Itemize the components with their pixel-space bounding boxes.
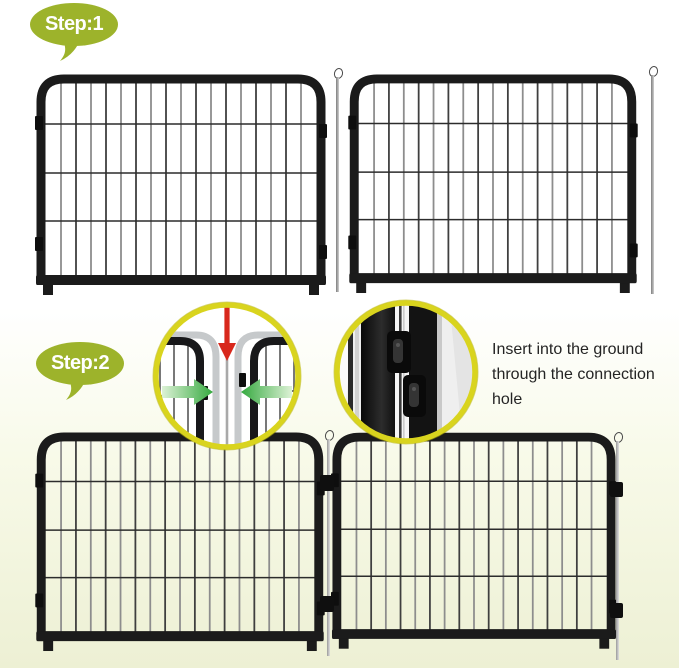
fence-panel-4	[331, 428, 617, 650]
bubble-tail	[64, 378, 90, 400]
fence-panel-3	[35, 428, 325, 652]
rod-eyelet-icon	[333, 67, 344, 80]
step1-bubble	[30, 3, 118, 46]
rod-eyelet-icon	[648, 65, 659, 78]
instruction-text: Insert into the ground through the connection hole	[492, 341, 655, 408]
step2-bubble	[36, 342, 124, 385]
connector-clamp	[610, 482, 623, 497]
bubble-tail	[58, 39, 84, 61]
connection-diagram-callout	[150, 299, 304, 453]
connector-clamp	[610, 603, 623, 618]
connector-clamp	[320, 596, 334, 612]
upper-clamp	[387, 331, 411, 373]
connection-rod-2	[648, 66, 656, 294]
step2-label: Step:2	[50, 352, 110, 374]
step1-label: Step:1	[44, 13, 104, 35]
lower-clamp	[403, 375, 426, 417]
edge-rod	[613, 432, 621, 660]
fence-panel-2	[348, 70, 638, 294]
connection-hardware-photo-callout	[331, 297, 481, 447]
joining-rod	[324, 430, 332, 656]
connector-clamp	[320, 475, 334, 491]
connection-rod-1	[333, 68, 341, 292]
fence-panel-1	[35, 70, 327, 296]
